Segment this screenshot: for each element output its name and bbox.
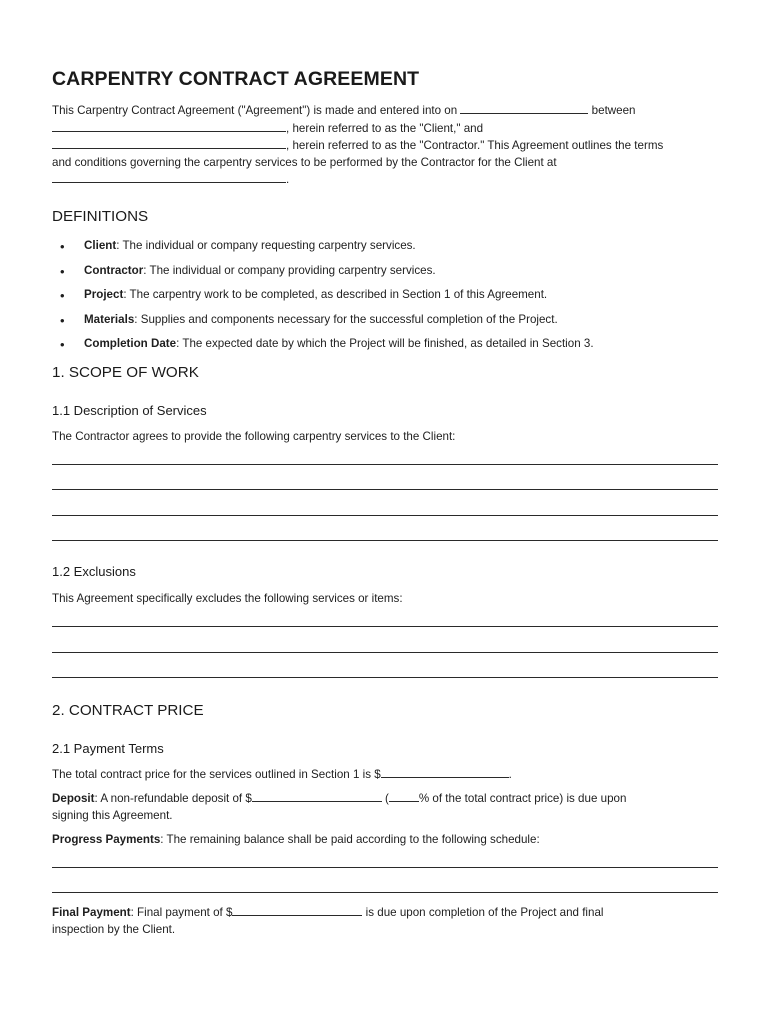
definition-item: • Contractor: The individual or company providing carpentry services. — [60, 263, 436, 279]
services-text: The Contractor agrees to provide the following carpentry services to the Client: — [52, 429, 456, 443]
final-payment-blank[interactable] — [232, 904, 362, 916]
services-line-3[interactable] — [52, 496, 718, 522]
deposit-amount-blank[interactable] — [252, 790, 382, 802]
intro-line-1: This Carpentry Contract Agreement ("Agreement") is made and entered into on between — [52, 104, 636, 117]
contract-price-heading: 2. CONTRACT PRICE — [52, 702, 204, 720]
definition-item: • Materials: Supplies and components necessary for the successful completion of the Project. — [60, 312, 558, 328]
exclusions-line-1[interactable] — [52, 607, 718, 633]
definition-item: • Project: The carpentry work to be completed, as described in Section 1 of this Agreement. — [60, 288, 548, 304]
services-line-4[interactable] — [52, 522, 718, 548]
bullet-icon: • — [60, 337, 65, 353]
definition-item: • Completion Date: The expected date by which the Project will be finished, as detailed in Section 3. — [60, 337, 594, 353]
services-heading: 1.1 Description of Services — [52, 402, 207, 418]
total-price-blank[interactable] — [381, 766, 509, 778]
bullet-icon: • — [60, 238, 65, 254]
services-line-1[interactable] — [52, 445, 718, 471]
intro-line-5: . — [52, 171, 718, 189]
client-name-blank[interactable] — [52, 120, 286, 132]
agreement-date-blank[interactable] — [460, 102, 588, 114]
intro-line-3: , herein referred to as the "Contractor." This Agreement outlines the terms — [52, 137, 718, 155]
exclusions-blank-lines — [52, 607, 718, 684]
progress-line-1[interactable] — [52, 848, 718, 874]
progress-payments-paragraph: Progress Payments: The remaining balance shall be paid according to the following schedule: — [52, 833, 540, 847]
definitions-heading: DEFINITIONS — [52, 207, 149, 225]
progress-line-2[interactable] — [52, 874, 718, 900]
total-price-line: The total contract price for the services outlined in Section 1 is $ . — [52, 768, 512, 782]
intro-line-2: , herein referred to as the "Client," and — [52, 120, 718, 138]
services-line-2[interactable] — [52, 471, 718, 497]
definitions-list — [52, 238, 718, 361]
bullet-icon: • — [60, 288, 65, 304]
intro-paragraph — [52, 102, 718, 189]
deposit-percent-blank[interactable] — [389, 790, 419, 802]
intro-line-4: and conditions governing the carpentry services to be performed by the Contractor for the Client at — [52, 155, 557, 169]
progress-blank-lines — [52, 848, 718, 899]
contractor-name-blank[interactable] — [52, 137, 286, 149]
scope-heading: 1. SCOPE OF WORK — [52, 363, 199, 381]
bullet-icon: • — [60, 312, 65, 328]
bullet-icon: • — [60, 263, 65, 279]
exclusions-line-3[interactable] — [52, 659, 718, 685]
deposit-paragraph: Deposit: A non-refundable deposit of $ ( % of the total contract price) is due upon signing this Agreement. — [52, 792, 627, 823]
definition-item: • Client: The individual or company requesting carpentry services. — [60, 238, 416, 254]
final-payment-paragraph: Final Payment: Final payment of $ is due upon completion of the Project and final inspection by the Client. — [52, 906, 604, 937]
exclusions-text: This Agreement specifically excludes the following services or items: — [52, 592, 403, 606]
contract-document — [52, 66, 718, 938]
exclusions-line-2[interactable] — [52, 633, 718, 659]
exclusions-heading: 1.2 Exclusions — [52, 564, 136, 580]
payment-terms-heading: 2.1 Payment Terms — [52, 741, 164, 757]
document-title: CARPENTRY CONTRACT AGREEMENT — [52, 68, 420, 90]
project-address-blank[interactable] — [52, 171, 286, 183]
services-blank-lines — [52, 445, 718, 547]
